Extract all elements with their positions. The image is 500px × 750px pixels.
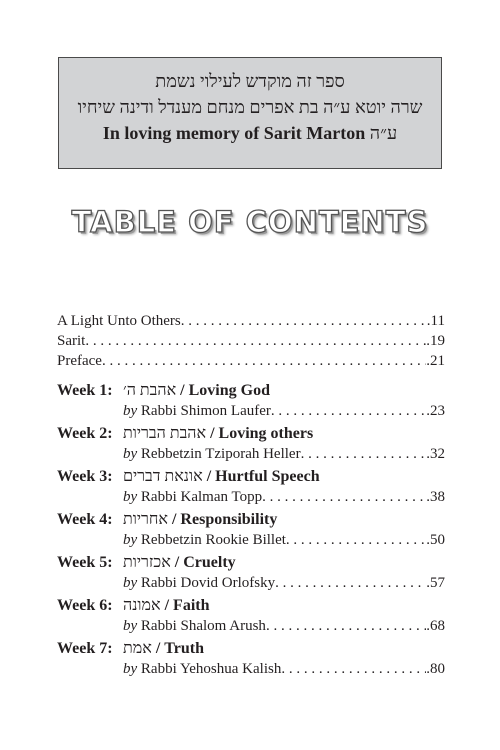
week-entry[interactable] [57,510,445,550]
week-author-row [123,444,445,464]
week-author-row [123,573,445,593]
week-author-row [123,659,445,679]
week-heading [57,424,445,444]
week-english-title: / Cruelty [170,554,236,571]
week-english-title: / Loving God [176,382,270,399]
toc-entry-page: .19 [426,333,445,349]
dedication-english-line [59,120,441,146]
dot-leader [262,487,426,507]
toc-entry-label: Preface [57,353,102,369]
week-heading [57,510,445,530]
week-page: .32 [426,446,445,462]
by-label: by [123,446,138,462]
week-english-title: / Responsibility [167,511,278,528]
by-label: by [123,575,138,591]
page-title: TABLE OF CONTENTS [71,205,429,239]
toc-entry-page: .11 [426,313,445,329]
week-author [123,444,301,464]
week-heading [57,467,445,487]
week-entry[interactable] [57,424,445,464]
week-entry[interactable] [57,639,445,679]
week-author [123,487,262,507]
week-title [123,510,277,530]
week-page: .80 [426,661,445,677]
week-author [123,616,266,636]
week-title [123,424,313,444]
week-heading [57,381,445,401]
dot-leader [85,331,426,351]
week-number: Week 1: [57,382,113,399]
week-hebrew-title: אמונה [123,597,161,614]
dot-leader [301,444,427,464]
author-name: Rebbetzin Rookie Billet [140,532,286,548]
week-author-row [123,616,445,636]
week-number: Week 6: [57,597,113,614]
week-hebrew-title: אהבת ה׳ [123,382,177,399]
dot-leader [286,530,426,550]
week-entry[interactable] [57,467,445,507]
author-name: Rabbi Shalom Arush [140,618,266,634]
week-entry[interactable] [57,596,445,636]
dot-leader [102,351,426,371]
toc-entry-page: .21 [426,353,445,369]
week-number: Week 4: [57,511,113,528]
dedication-hebrew-abbrev: ע״ה [369,123,398,143]
dedication-hebrew-line-2: שרה יוטא ע״ה בת אפרים מנחם מענדל ודינה שיחיו [77,97,423,117]
week-number: Week 2: [57,425,113,442]
week-author [123,530,286,550]
toc-entry[interactable] [57,331,445,351]
dot-leader [271,401,426,421]
week-heading [57,553,445,573]
week-english-title: / Hurtful Speech [202,468,320,485]
toc-entry[interactable] [57,311,445,331]
by-label: by [123,403,138,419]
week-number: Week 7: [57,640,113,657]
dot-leader [181,311,427,331]
week-page: .23 [426,403,445,419]
author-name: Rabbi Dovid Orlofsky [140,575,276,591]
author-name: Rabbi Yehoshua Kalish [140,661,282,677]
toc-entry[interactable] [57,351,445,371]
week-title [123,639,204,659]
week-heading [57,639,445,659]
by-label: by [123,532,138,548]
week-hebrew-title: אונאת דברים [123,468,203,485]
dedication-english-text: In loving memory of Sarit Marton [102,123,366,143]
week-page: .50 [426,532,445,548]
week-title [123,553,236,573]
week-entry[interactable] [57,553,445,593]
week-title [123,596,209,616]
by-label: by [123,661,138,677]
week-page: .38 [426,489,445,505]
week-author-row [123,487,445,507]
front-matter-list [57,311,445,371]
week-hebrew-title: אחריות [123,511,168,528]
week-hebrew-title: אהבת הבריות [123,425,207,442]
dot-leader [281,659,426,679]
week-english-title: / Loving others [206,425,314,442]
author-name: Rabbi Kalman Topp [140,489,263,505]
week-author-row [123,530,445,550]
week-english-title: / Faith [160,597,210,614]
week-heading [57,596,445,616]
week-english-title: / Truth [151,640,204,657]
week-author [123,401,271,421]
by-label: by [123,618,138,634]
week-author-row [123,401,445,421]
author-name: Rabbi Shimon Laufer [140,403,271,419]
author-name: Rebbetzin Tziporah Heller [140,446,301,462]
week-page: .68 [426,618,445,634]
week-number: Week 3: [57,468,113,485]
toc-entry-label: Sarit [57,333,86,349]
week-author [123,573,275,593]
week-entry[interactable] [57,381,445,421]
week-hebrew-title: אמת [123,640,152,657]
by-label: by [123,489,138,505]
week-number: Week 5: [57,554,113,571]
dedication-hebrew-line-1: ספר זה מוקדש לעילוי נשמת [155,71,345,91]
week-title [123,467,320,487]
dedication-box [58,57,442,169]
week-page: .57 [426,575,445,591]
toc-entry-label: A Light Unto Others [57,313,181,329]
week-author [123,659,281,679]
week-hebrew-title: אכזריות [123,554,171,571]
dot-leader [275,573,426,593]
week-title [123,381,270,401]
dot-leader [266,616,426,636]
